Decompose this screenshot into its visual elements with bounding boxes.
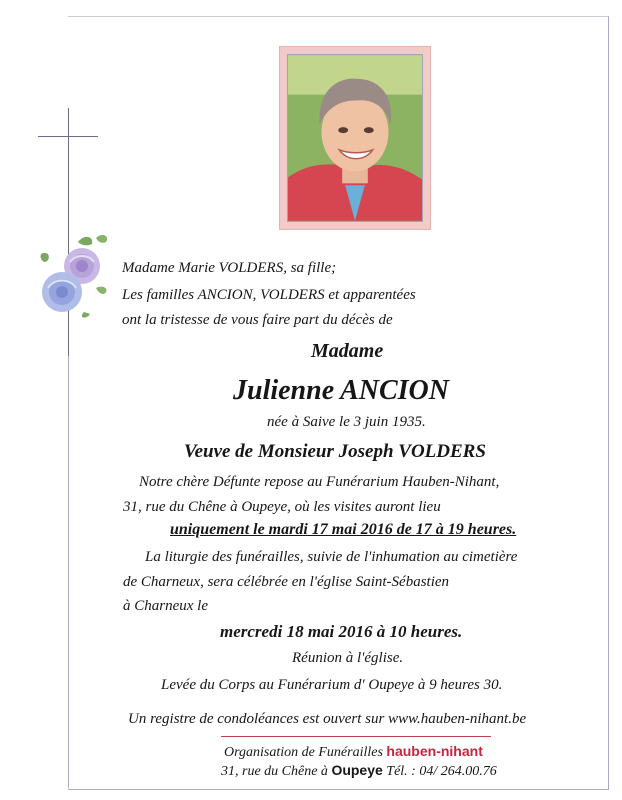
deceased-name: Julienne ANCION	[233, 375, 450, 406]
widow-line: Veuve de Monsieur Joseph VOLDERS	[184, 441, 486, 462]
intro-line-2: Les familles ANCION, VOLDERS et apparentées	[122, 287, 416, 303]
birth-line: née à Saive le 3 juin 1935.	[267, 414, 426, 430]
liturgy-line-2: de Charneux, sera célébrée en l'église Saint-Sébastien	[123, 574, 450, 590]
page-frame-left	[68, 356, 69, 788]
footer-brand: hauben-nihant	[386, 743, 483, 759]
lifting-line: Levée du Corps au Funérarium d' Oupeye à 9 heures 30.	[161, 677, 503, 693]
footer-organisation	[224, 742, 483, 762]
rose-bouquet-icon	[34, 232, 110, 320]
footer-address-prefix: 31, rue du Chêne à	[221, 764, 328, 779]
intro-line-1: Madame Marie VOLDERS, sa fille;	[122, 260, 337, 276]
visiting-hours: uniquement le mardi 17 mai 2016 de 17 à 19 heures.	[170, 521, 517, 538]
footer-org-prefix: Organisation de Funérailles	[224, 745, 383, 760]
footer-address	[221, 761, 497, 781]
cross-icon-bar	[38, 136, 98, 137]
footer-address-town: Oupeye	[331, 762, 383, 778]
liturgy-line-3: à Charneux le	[123, 598, 208, 614]
ceremony-date: mercredi 18 mai 2016 à 10 heures.	[220, 622, 463, 641]
portrait-photo	[287, 54, 423, 222]
rest-line-1: Notre chère Défunte repose au Funérarium Hauben-Nihant,	[139, 474, 500, 490]
footer-phone: Tél. : 04/ 264.00.76	[386, 764, 497, 779]
liturgy-line-1: La liturgie des funérailles, suivie de l'inhumation au cimetière	[145, 549, 518, 565]
registry-line: Un registre de condoléances est ouvert sur www.hauben-nihant.be	[128, 711, 527, 727]
rest-line-2: 31, rue du Chêne à Oupeye, où les visites auront lieu	[123, 499, 441, 515]
footer-divider	[221, 736, 491, 737]
honorific: Madame	[311, 340, 384, 362]
meeting-line: Réunion à l'église.	[292, 650, 404, 666]
intro-line-3: ont la tristesse de vous faire part du décès de	[122, 312, 393, 328]
